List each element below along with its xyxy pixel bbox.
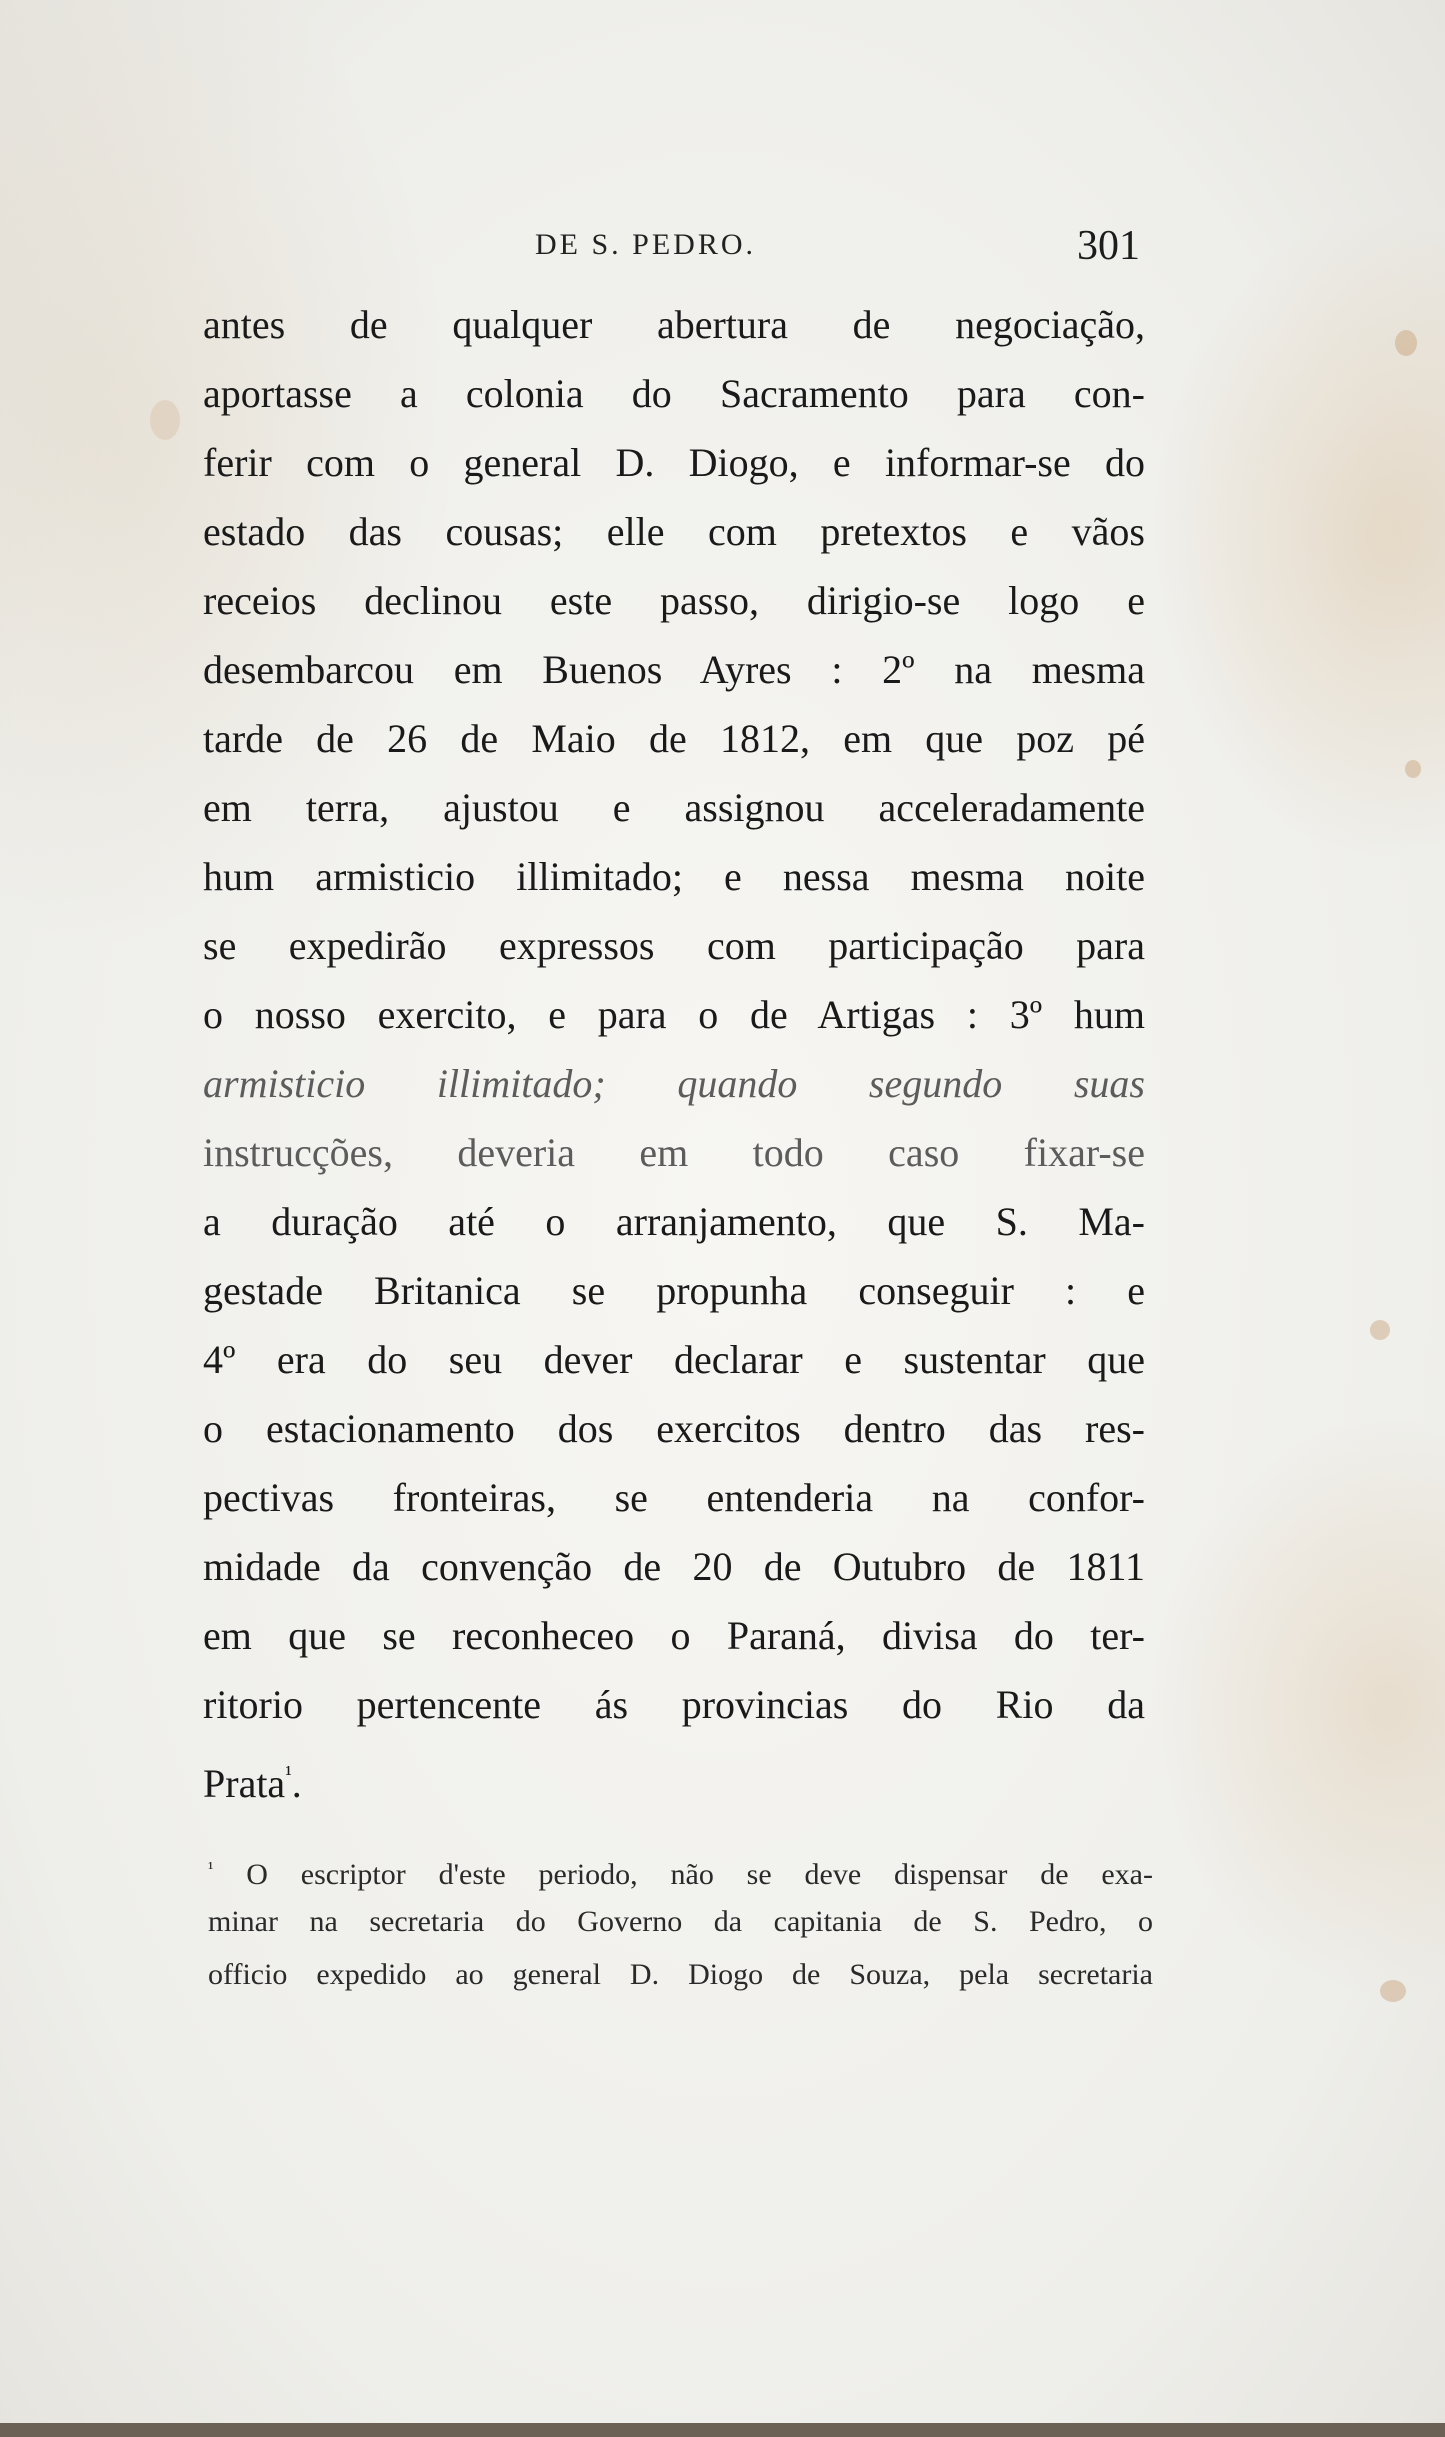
- text-line: ferir com o general D. Diogo, e informar-se do: [203, 440, 1145, 485]
- text-line: se expedirão expressos com participação para: [203, 923, 1145, 968]
- footnote-line: minar na secretaria do Governo da capitania de S. Pedro, o: [208, 1905, 1153, 1938]
- text-line: em que se reconheceo o Paraná, divisa do ter-: [203, 1613, 1145, 1658]
- text-line-end: .: [291, 1761, 302, 1806]
- footnote-reference[interactable]: ¹: [285, 1761, 292, 1786]
- text-line: 4º era do seu dever declarar e sustentar que: [203, 1337, 1145, 1382]
- text-line: hum armisticio illimitado; e nessa mesma noite: [203, 854, 1145, 899]
- text-line: em terra, ajustou e assignou acceleradamente: [203, 785, 1145, 830]
- text-line: estado das cousas; elle com pretextos e vãos: [203, 509, 1145, 554]
- text-line-last: [203, 1739, 1145, 1808]
- foxing-stain: [1395, 330, 1417, 356]
- text-line: tarde de 26 de Maio de 1812, em que poz pé: [203, 716, 1145, 761]
- scan-edge: [0, 2423, 1445, 2437]
- text-line: gestade Britanica se propunha conseguir : e: [203, 1268, 1145, 1313]
- text-line: pectivas fronteiras, se entenderia na confor-: [203, 1475, 1145, 1520]
- footnote-line: officio expedido ao general D. Diogo de Souza, pela secretaria: [208, 1958, 1153, 1991]
- footnote-text: O escriptor d'este periodo, não se deve dispensar de exa-: [246, 1858, 1153, 1891]
- text-line: a duração até o arranjamento, que S. Ma-: [203, 1199, 1145, 1244]
- text-line: midade da convenção de 20 de Outubro de 1811: [203, 1544, 1145, 1589]
- text-line: desembarcou em Buenos Ayres : 2º na mesma: [203, 647, 1145, 692]
- text-line: ritorio pertencente ás provincias do Rio da: [203, 1682, 1145, 1727]
- body-text: [203, 290, 1145, 1808]
- text-line: armisticio illimitado; quando segundo suas: [203, 1061, 1145, 1106]
- running-head: [205, 222, 1140, 278]
- text-line: receios declinou este passo, dirigio-se logo e: [203, 578, 1145, 623]
- running-title: DE S. PEDRO.: [535, 228, 757, 261]
- page-number: 301: [1077, 223, 1140, 269]
- text-line: aportasse a colonia do Sacramento para con-: [203, 371, 1145, 416]
- footnote-marker: ¹: [208, 1858, 214, 1878]
- text-line: o estacionamento dos exercitos dentro das res-: [203, 1406, 1145, 1451]
- footnote-line: [208, 1842, 1153, 1895]
- text-line: o nosso exercito, e para o de Artigas : 3º hum: [203, 992, 1145, 1037]
- foxing-stain: [1405, 760, 1421, 778]
- foxing-stain: [150, 400, 180, 440]
- foxing-stain: [1380, 1980, 1406, 2002]
- footnotes: [208, 1842, 1153, 2001]
- text-line: antes de qualquer abertura de negociação,: [203, 302, 1145, 347]
- foxing-stain: [1370, 1320, 1390, 1340]
- text-line: instrucções, deveria em todo caso fixar-se: [203, 1130, 1145, 1175]
- text-line: Prata: [203, 1761, 286, 1806]
